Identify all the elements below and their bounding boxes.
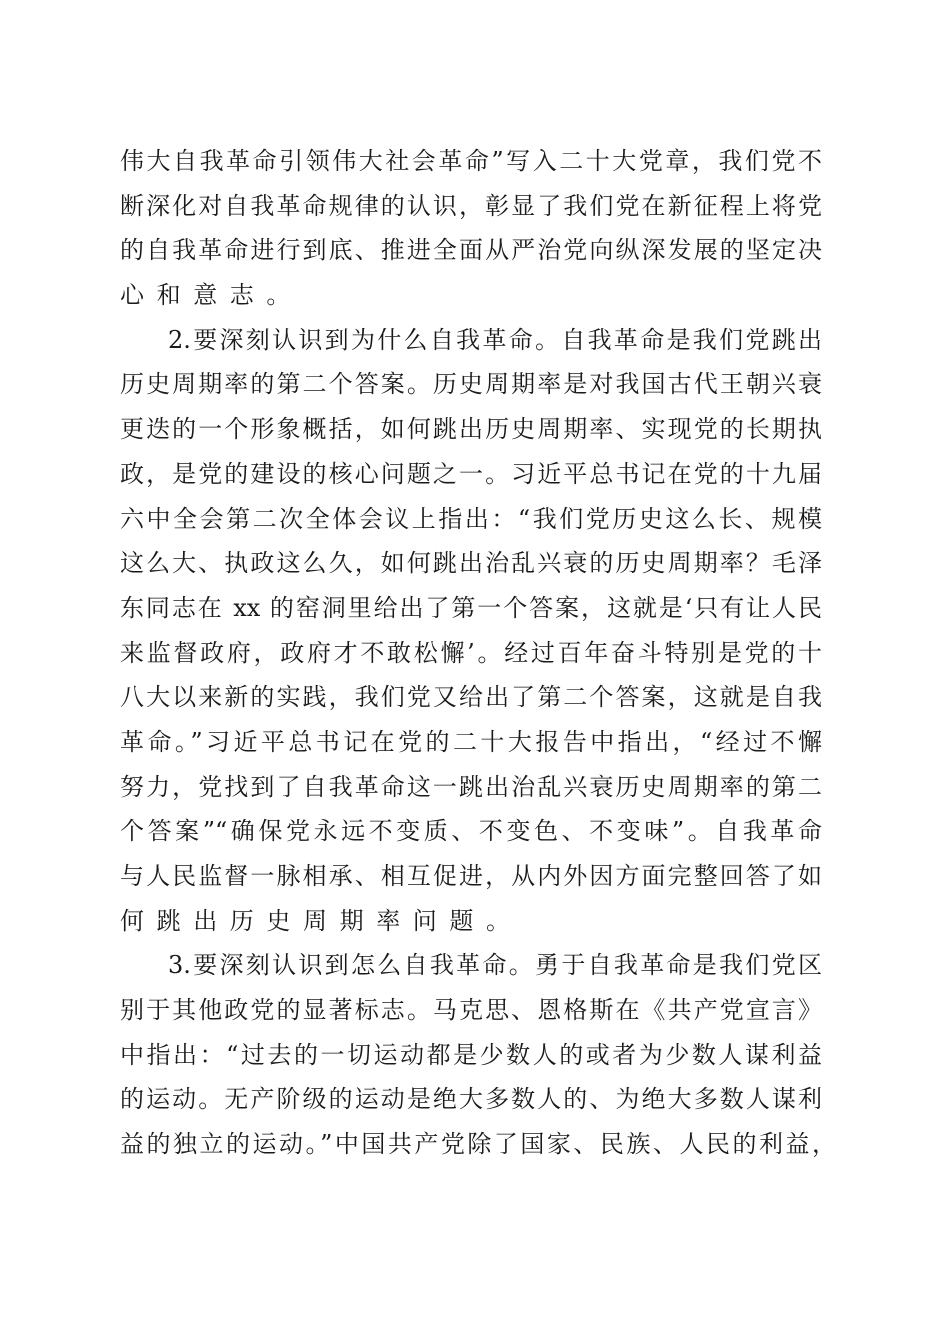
text-line: 伟大自我革命引领伟大社会革命”写入二十大党章，我们党不 <box>120 147 822 175</box>
text-line: 的运动。无产阶级的运动是绝大多数人的、为绝大多数人谋利 <box>120 1085 822 1114</box>
text-line: 这么大、执政这么久，如何跳出治乱兴衰的历史周期率？毛泽 <box>120 549 822 578</box>
paragraph <box>120 139 822 318</box>
text-line: 六中全会第二次全体会议上指出：“我们党历史这么长、规模 <box>120 504 822 533</box>
text-line: 来监督政府，政府才不敢松懈’。经过百年奋斗特别是党的十 <box>120 638 822 667</box>
text-line: 与人民监督一脉相承、相互促进，从内外因方面完整回答了如 <box>120 862 822 890</box>
paragraph-heading-line: 3.要深刻认识到怎么自我革命。勇于自我革命是我们党区 <box>168 951 822 980</box>
paragraph <box>120 318 822 944</box>
text-line: 政，是党的建设的核心问题之一。习近平总书记在党的十九届 <box>120 459 822 488</box>
paragraph-heading-line: 2.要深刻认识到为什么自我革命。自我革命是我们党跳出 <box>168 325 822 354</box>
text-line: 革命。”习近平总书记在党的二十大报告中指出，“经过不懈 <box>120 727 822 756</box>
text-line: 更迭的一个形象概括，如何跳出历史周期率、实现党的长期执 <box>120 415 822 444</box>
text-line: 何跳出历史周期率问题。 <box>120 906 523 935</box>
text-line: 八大以来新的实践，我们党又给出了第二个答案，这就是自我 <box>120 683 822 712</box>
text-line: 努力，党找到了自我革命这一跳出治乱兴衰历史周期率的第二 <box>120 772 822 801</box>
text-line: 益的独立的运动。”中国共产党除了国家、民族、人民的利益， <box>120 1130 836 1159</box>
paragraph <box>120 943 836 1166</box>
text-line: 断深化对自我革命规律的认识，彰显了我们党在新征程上将党 <box>120 191 822 220</box>
text-line: 别于其他政党的显著标志。马克思、恩格斯在《共产党宣言》 <box>120 996 822 1025</box>
text-line: 历史周期率的第二个答案。历史周期率是对我国古代王朝兴衰 <box>120 370 822 399</box>
document-body <box>120 139 836 1167</box>
text-line: 的自我革命进行到底、推进全面从严治党向纵深发展的坚定决 <box>120 236 822 265</box>
text-line: 中指出：“过去的一切运动都是少数人的或者为少数人谋利益 <box>120 1040 822 1069</box>
text-line: 东同志在 xx 的窑洞里给出了第一个答案，这就是‘只有让人民 <box>120 593 822 622</box>
text-line: 个答案”“确保党永远不变质、不变色、不变味”。自我革命 <box>120 817 822 846</box>
text-line: 心和意志。 <box>120 281 303 310</box>
